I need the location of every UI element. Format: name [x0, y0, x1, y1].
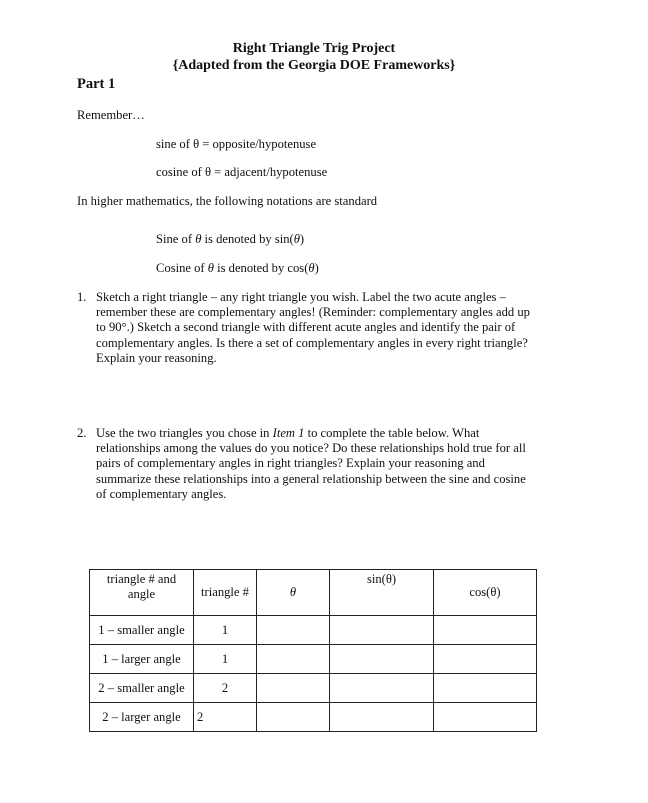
- question-text: to complete the table below. What: [304, 426, 480, 440]
- cos-cell[interactable]: [434, 703, 537, 732]
- sin-cell[interactable]: [330, 645, 434, 674]
- cos-cell[interactable]: [434, 674, 537, 703]
- row-label: 2 – larger angle: [90, 703, 194, 732]
- question-number: 1.: [77, 290, 87, 304]
- question-1: [77, 290, 617, 370]
- remember-text: Remember…: [77, 108, 145, 122]
- row-triangle-number: 2: [194, 674, 257, 703]
- sin-cell[interactable]: [330, 703, 434, 732]
- header-text: triangle # and: [106, 572, 177, 586]
- table-header-row: [90, 570, 537, 616]
- notation-intro: In higher mathematics, the following notations are standard: [77, 194, 378, 208]
- row-triangle-number: 1: [194, 645, 257, 674]
- header-triangle-number: triangle #: [194, 570, 257, 616]
- header-triangle-and-angle: [90, 570, 194, 616]
- question-line: complementary angles. Is there a set of complementary angles in every right triangle?: [96, 335, 528, 350]
- theta-symbol: θ: [207, 261, 214, 275]
- row-triangle-number: 1: [194, 616, 257, 645]
- theta-cell[interactable]: [257, 674, 330, 703]
- header-theta: [257, 570, 330, 616]
- theta-cell[interactable]: [257, 645, 330, 674]
- question-line: Explain your reasoning.: [96, 350, 217, 365]
- cos-cell[interactable]: [434, 645, 537, 674]
- table-row: [90, 674, 537, 703]
- row-triangle-number: 2: [194, 703, 257, 732]
- theta-cell[interactable]: [257, 616, 330, 645]
- question-line: [96, 426, 526, 441]
- sine-definition: sine of θ = opposite/hypotenuse: [156, 137, 317, 151]
- header-sin: sin(θ): [330, 570, 434, 616]
- cosine-notation: [156, 261, 319, 276]
- table-row: [90, 703, 537, 732]
- item-reference: Item 1: [272, 426, 305, 440]
- header-cos: cos(θ): [434, 570, 537, 616]
- theta-symbol: θ: [289, 585, 297, 599]
- question-text: Use the two triangles you chose in: [96, 426, 273, 440]
- cosine-notation-middle: is denoted by cos(: [213, 261, 309, 275]
- part-heading: Part 1: [77, 76, 116, 92]
- cos-cell[interactable]: [434, 616, 537, 645]
- header-text: angle: [127, 587, 156, 601]
- question-number: 2.: [77, 426, 87, 440]
- row-label: 2 – smaller angle: [90, 674, 194, 703]
- row-label: 1 – larger angle: [90, 645, 194, 674]
- question-body: [96, 426, 526, 502]
- theta-cell[interactable]: [257, 703, 330, 732]
- sin-cell[interactable]: [330, 616, 434, 645]
- cosine-definition: cosine of θ = adjacent/hypotenuse: [156, 165, 328, 179]
- theta-symbol: θ: [293, 232, 300, 246]
- cosine-notation-prefix: Cosine of: [156, 261, 208, 275]
- question-body: [96, 290, 530, 366]
- sine-notation-suffix: ): [299, 232, 305, 246]
- question-line: summarize these relationships into a general relationship between the sine and cosine: [96, 471, 526, 486]
- question-line: remember these are complementary angles! (Reminder: complementary angles add up: [96, 305, 530, 320]
- question-line: Sketch a right triangle – any right triangle you wish. Label the two acute angles –: [96, 290, 506, 304]
- question-line: pairs of complementary angles in right triangles? Explain your reasoning and: [96, 456, 485, 471]
- sine-notation-middle: is denoted by sin(: [201, 232, 294, 246]
- table-row: [90, 645, 537, 674]
- question-line: to 90°.) Sketch a second triangle with different acute angles and identify the pair of: [96, 320, 516, 335]
- question-line: relationships among the values do you notice? Do these relationships hold true for all: [96, 441, 526, 456]
- title-line-1: Right Triangle Trig Project: [232, 41, 396, 56]
- question-line: of complementary angles.: [96, 486, 227, 501]
- table-row: [90, 616, 537, 645]
- title-line-2: {Adapted from the Georgia DOE Frameworks}: [172, 58, 456, 73]
- theta-symbol: θ: [195, 232, 202, 246]
- theta-symbol: θ: [308, 261, 315, 275]
- trig-values-table: [89, 569, 537, 732]
- row-label: 1 – smaller angle: [90, 616, 194, 645]
- sin-cell[interactable]: [330, 674, 434, 703]
- cosine-notation-suffix: ): [314, 261, 319, 275]
- question-2: [77, 426, 617, 506]
- sine-notation-prefix: Sine of: [156, 232, 196, 246]
- sine-notation: [156, 232, 304, 247]
